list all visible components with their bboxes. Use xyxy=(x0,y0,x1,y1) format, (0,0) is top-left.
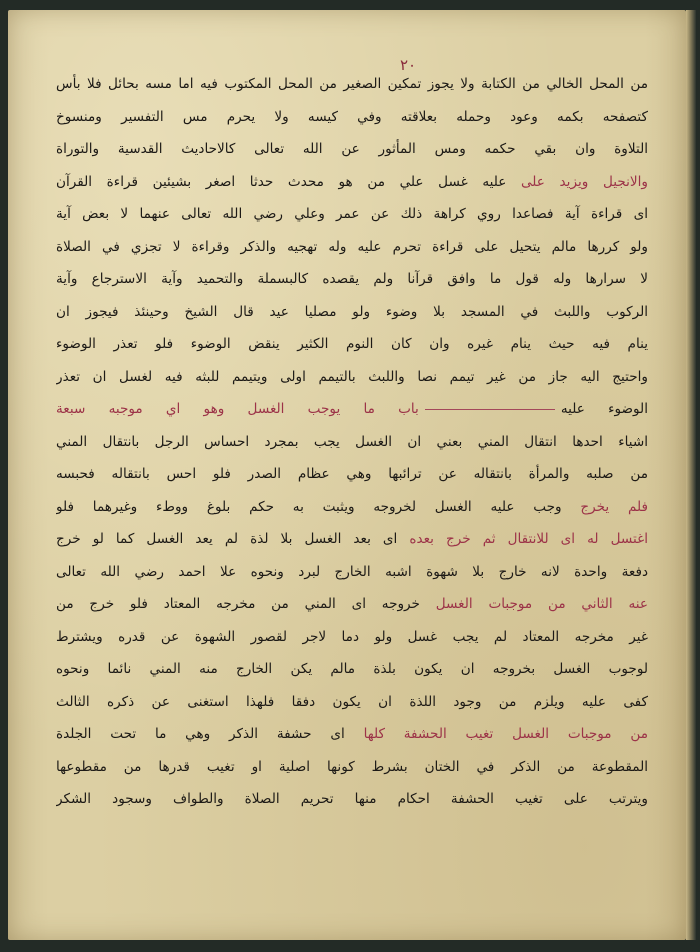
line-text: دفعة واحدة لانه خارج بلا شهوة اشبه الخارج لبرد ونحوه علا احمد رضي الله تعالى xyxy=(56,563,648,580)
line-text: لا سرارها وله قول ما وافق قرآنا ولم يقصده كالبسملة والتحميد وآية الاسترجاع وآية xyxy=(56,271,648,287)
line-text: خروجه اى المني من مخرجه المعتاد فلو خرج من xyxy=(56,596,420,612)
text-line xyxy=(56,105,648,129)
text-line xyxy=(56,787,648,811)
text-line xyxy=(56,300,648,324)
heading-rule xyxy=(425,409,555,410)
text-line xyxy=(56,397,648,421)
text-line xyxy=(56,365,648,389)
line-text: من صلبه والمرأة بانتقاله عن ترائبها وهي عظام الصدر فلو احس بانتقاله فحبسه xyxy=(56,466,648,482)
text-line xyxy=(56,430,648,454)
line-text: غير مخرجه المعتاد لم يجب غسل ولو دما لاجر لقصور الشهوة عن قدره ويشترط xyxy=(56,628,648,645)
line-text: ينام فيه حيث ينام غيره وان كان النوم الكثير ينقض الوضوء فلو تعذر الوضوء xyxy=(56,336,648,352)
line-text: لوجوب الغسل بخروجه ان يكون بلذة مالم يكن الخارج منه المني نائما ونحوه xyxy=(56,661,648,677)
text-line xyxy=(56,462,648,486)
text-line xyxy=(56,202,648,226)
text-line xyxy=(56,722,648,746)
line-text: واحتيج اليه جاز من غير تيمم نصا واللبث بالتيمم اولى ويتيمم للبثه فيه لغسل ان تعذر xyxy=(56,368,648,385)
rubric-text: فلم يخرج xyxy=(561,498,648,515)
manuscript-text xyxy=(56,72,648,807)
page-edge xyxy=(686,10,696,940)
line-text: من المحل الخالي من الكتابة ولا يجوز تمكين الصغير من المحل المكتوب فيه اما مسه بحائل فلا بأس xyxy=(56,76,648,92)
text-line xyxy=(56,657,648,681)
rubric-text: والانجيل ويزيد على xyxy=(506,173,648,190)
line-text: وجب عليه الغسل لخروجه ويثبت به حكم بلوغ ووطء وغيرهما فلو xyxy=(56,498,562,515)
text-line xyxy=(56,137,648,161)
page-number: ٢٠ xyxy=(399,56,417,74)
line-text: الوضوء عليه xyxy=(560,401,648,417)
text-line xyxy=(56,332,648,356)
line-text: اشياء احدها انتقال المني بعني ان الغسل يجب بمجرد احساس الرجل بانتقال المني xyxy=(56,433,648,450)
rubric-text: عنه الثاني من موجبات الغسل xyxy=(419,596,648,612)
rubric-text: اغتسل له اى للانتقال ثم خرج بعده xyxy=(397,531,648,547)
text-line xyxy=(56,170,648,194)
text-line xyxy=(56,495,648,519)
text-line xyxy=(56,72,648,96)
rubric-text: من موجبات الغسل تغيب الحشفة كلها xyxy=(344,726,648,742)
line-text: عليه غسل علي من هو محدث حدثا اصغر بشيئين قراءة القرآن xyxy=(56,173,507,190)
line-text: الركوب واللبث في المسجد بلا وضوء ولو مصليا عيد قال الشيخ وحينئذ فيجوز ان xyxy=(56,303,648,320)
line-text: التلاوة وان بقي حكمه ومس المأثور عن الله تعالى كالاحاديث القدسية والتوراة xyxy=(56,141,648,157)
text-line xyxy=(56,560,648,584)
text-line xyxy=(56,625,648,649)
line-text: كتصفحه بكمه وعود وحمله بعلاقته وفي كيسه ولا يحرم مس التفسير ومنسوخ xyxy=(56,108,648,125)
text-line xyxy=(56,267,648,291)
line-text: المقطوعة من الذكر في الختان بشرط كونها اصلية او تغيب قدرها من مقطوعها xyxy=(56,758,648,775)
line-text: اى حشفة الذكر وهي ما تحت الجلدة xyxy=(56,726,345,742)
line-text: اى قراءة آية فصاعدا روي كراهة ذلك عن عمر وعلي رضي الله تعالى عنهما لا بعض آية xyxy=(56,206,648,222)
line-text: اى بعد الغسل بلا لذة لم يعد الغسل كما لو خرج xyxy=(56,531,398,547)
text-line xyxy=(56,755,648,779)
text-line xyxy=(56,527,648,551)
text-line xyxy=(56,690,648,714)
line-text: كفى عليه ويلزم من وجود اللذة ان يكون دفقا فلهذا استغنى عن ذكره الثالث xyxy=(56,693,648,710)
line-text: ولو كررها مالم يتحيل على قراءة تحرم عليه وله تهجيه والذكر وقراءة لا تجزي في الصلاة xyxy=(56,238,648,255)
chapter-heading: باب ما يوجب الغسل وهو اي موجبه سبعة xyxy=(56,401,419,417)
text-line xyxy=(56,235,648,259)
text-line xyxy=(56,592,648,616)
line-text: ويترتب على تغيب الحشفة احكام منها تحريم الصلاة والطواف وسجود الشكر xyxy=(56,791,648,807)
